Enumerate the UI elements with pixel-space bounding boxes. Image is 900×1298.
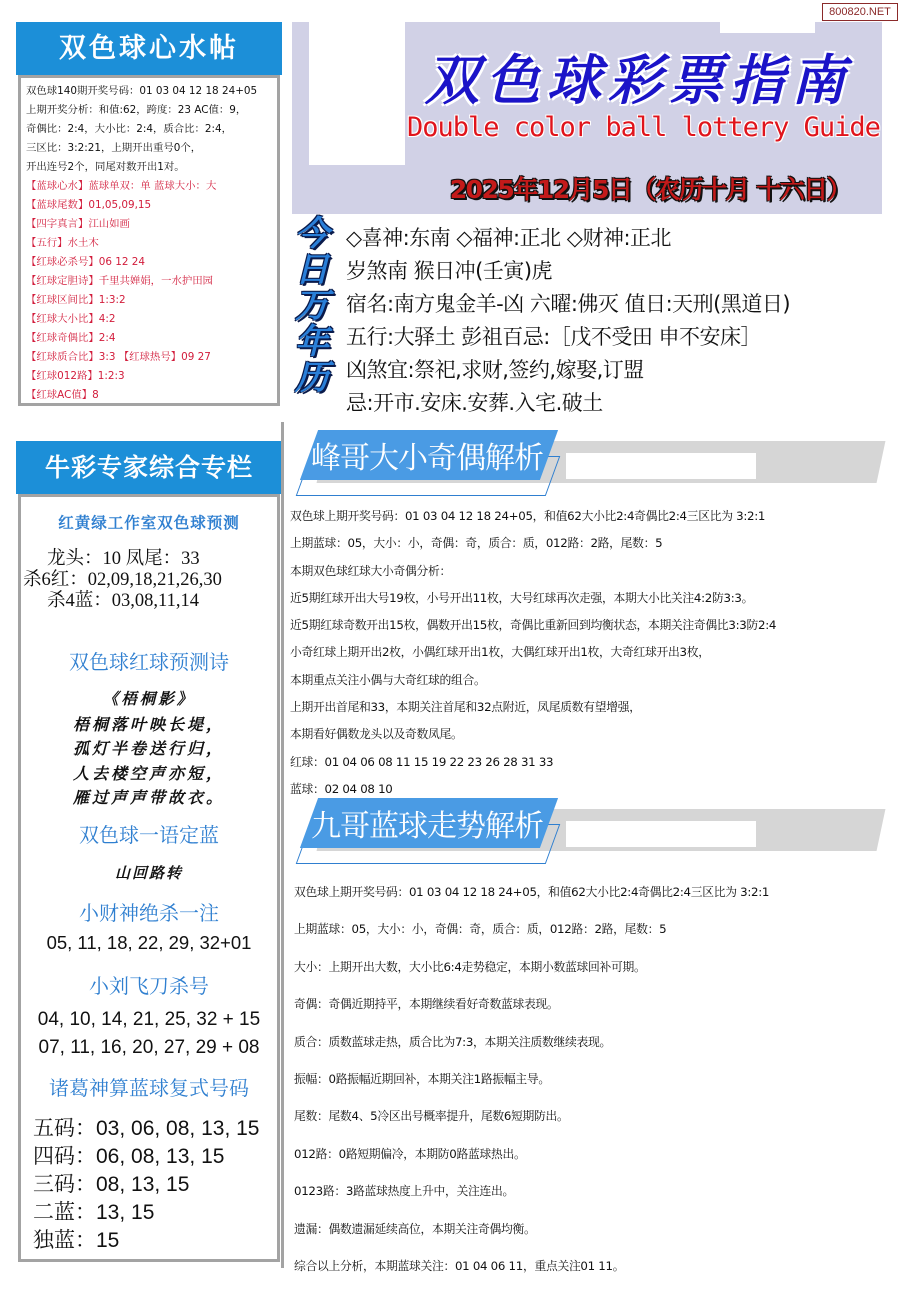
analysis-line: 遗漏：偶数遗漏延续高位，本期关注奇偶均衡。 bbox=[294, 1221, 536, 1236]
almanac-details bbox=[346, 222, 790, 420]
poem bbox=[21, 687, 277, 811]
zhuge-codes bbox=[21, 1115, 277, 1255]
poem-line: 雁过声声带故衣。 bbox=[72, 788, 225, 807]
liu-line: 04, 10, 14, 21, 25, 32 + 15 bbox=[37, 1008, 261, 1030]
analysis-line: 上期蓝球：05，大小：小，奇偶：奇，质合：质，012路：2路，尾数：5 bbox=[294, 922, 667, 937]
panel-line-highlight: 【四字真言】江山如画 bbox=[26, 218, 130, 230]
panel-line-highlight: 【红球大小比】4:2 bbox=[26, 313, 116, 325]
panel-line: 上期开奖分析：和值:62，跨度：23 AC值：9， bbox=[26, 104, 247, 116]
section-title: 峰哥大小奇偶解析 bbox=[311, 441, 543, 476]
studio-predictions bbox=[21, 549, 277, 612]
zhuge-line: 二蓝：13, 15 bbox=[33, 1200, 155, 1224]
almanac-char: 历 bbox=[295, 358, 329, 398]
panel-line-highlight: 【蓝球心水】蓝球单双：单 蓝球大小：大 bbox=[26, 180, 217, 192]
almanac-char: 年 bbox=[295, 322, 329, 362]
zhuge-line: 五码：03, 06, 08, 13, 15 bbox=[33, 1116, 260, 1140]
poem-line: 梧桐落叶映长堤， bbox=[72, 714, 225, 734]
analysis-line: 012路：0路短期偏冷，本期防0路蓝球热出。 bbox=[294, 1146, 526, 1161]
almanac-line: ◇喜神:东南 ◇福神:正北 ◇财神:正北 bbox=[346, 226, 672, 250]
panel-line: 开出连号2个，同尾对数开出1对。 bbox=[26, 161, 185, 173]
section-banner-jiuge bbox=[291, 796, 891, 866]
almanac-line: 忌:开市.安床.安葬.入宅.破土 bbox=[346, 391, 603, 415]
almanac-line: 五行:大驿土 彭祖百忌:［戊不受田 申不安床］ bbox=[346, 325, 761, 349]
poem-section-title: 双色球红球预测诗 bbox=[69, 650, 229, 674]
issue-date: 2025年12月5日（农历十月 十六日） bbox=[449, 175, 851, 204]
poem-line: 孤灯半卷送行归， bbox=[72, 739, 225, 758]
zhuge-line: 四码：06, 08, 13, 15 bbox=[33, 1144, 225, 1168]
poem-line: 人去楼空声亦短， bbox=[72, 763, 225, 783]
banner-notch bbox=[720, 22, 815, 33]
analysis-line: 本期重点关注小偶与大奇红球的组合。 bbox=[290, 672, 486, 687]
blue-one-title: 双色球一语定蓝 bbox=[79, 822, 219, 847]
analysis-line: 本期双色球红球大小奇偶分析： bbox=[290, 563, 451, 578]
liu-title: 小刘飞刀杀号 bbox=[89, 973, 209, 998]
zhuge-line: 独蓝：15 bbox=[33, 1228, 120, 1252]
panel-line: 三区比：3:2:21，上期开出重号0个， bbox=[26, 142, 202, 154]
panel-title-xinshui: 双色球心水帖 bbox=[16, 22, 282, 75]
caishen-numbers: 05, 11, 18, 22, 29, 32+01 bbox=[46, 931, 252, 953]
section-title: 九哥蓝球走势解析 bbox=[311, 809, 543, 844]
panel-line-highlight: 【蓝球尾数】01,05,09,15 bbox=[26, 199, 152, 211]
studio-title: 红黄绿工作室双色球预测 bbox=[58, 513, 240, 532]
analysis-line: 本期看好偶数龙头以及奇数凤尾。 bbox=[290, 727, 463, 742]
analysis-line: 尾数：尾数4、5冷区出号概率提升，尾数6短期防出。 bbox=[294, 1109, 569, 1124]
analysis-line: 双色球上期开奖号码：01 03 04 12 18 24+05，和值62大小比2:4奇偶比2:4三区比为 3:2:1 bbox=[290, 509, 766, 523]
panel-line-highlight: 【红球定胆诗】千里共婵娟，一水护田园 bbox=[26, 275, 214, 287]
almanac-char: 今 bbox=[295, 214, 329, 254]
red-ball-picks: 红球：01 04 06 08 11 15 19 22 23 26 28 31 33 bbox=[290, 754, 554, 769]
site-watermark: 800820.NET bbox=[822, 3, 898, 21]
analysis-summary: 综合以上分析，本期蓝球关注：01 04 06 11，重点关注01 11。 bbox=[294, 1259, 625, 1274]
panel-line-highlight: 【红球质合比】3:3 【红球热号】09 27 bbox=[26, 351, 211, 363]
analysis-line: 近5期红球奇数开出15枚，偶数开出15枚，奇偶比重新回到均衡状态，本期关注奇偶比3:3防2:4 bbox=[290, 618, 777, 633]
panel-line-highlight: 【红球必杀号】06 12 24 bbox=[26, 256, 146, 268]
analysis-line: 质合：质数蓝球走热，质合比为7:3，本期关注质数继续表现。 bbox=[294, 1034, 612, 1049]
almanac-vertical-label bbox=[287, 216, 337, 396]
banner-blank-area bbox=[309, 22, 405, 165]
zhuge-title: 诸葛神算蓝球复式号码 bbox=[49, 1075, 249, 1100]
liu-line: 07, 11, 16, 20, 27, 29 + 08 bbox=[38, 1036, 260, 1058]
blue-one-text: 山回路转 bbox=[114, 863, 183, 882]
studio-line: 杀4蓝：03,08,11,14 bbox=[47, 591, 199, 611]
analysis-line: 振幅：0路振幅近期回补，本期关注1路振幅主导。 bbox=[294, 1072, 550, 1087]
page-title: 双色球彩票指南 bbox=[425, 48, 852, 112]
almanac-line: 岁煞南 猴日冲(壬寅)虎 bbox=[346, 259, 553, 283]
analysis-line: 近5期红球开出大号19枚，小号开出11枚，大号红球再次走强，本期大小比关注4:2防3:3。 bbox=[290, 590, 754, 605]
panel-line-highlight: 【五行】水土木 bbox=[26, 237, 99, 249]
fengge-analysis bbox=[290, 503, 900, 803]
analysis-line: 双色球上期开奖号码：01 03 04 12 18 24+05，和值62大小比2:4奇偶比2:4三区比为 3:2:1 bbox=[294, 885, 770, 899]
almanac-line: 宿名:南方鬼金羊-凶 六曜:佛灭 值日:天刑(黑道日) bbox=[346, 292, 791, 316]
column-divider bbox=[281, 422, 284, 1268]
panel-line-highlight: 【红球奇偶比】2:4 bbox=[26, 332, 116, 344]
panel-line-highlight: 【红球区间比】1:3:2 bbox=[26, 294, 126, 306]
section-banner-fengge bbox=[291, 428, 891, 498]
panel-line-highlight: 【红球AC值】8 bbox=[26, 389, 99, 401]
jiuge-analysis bbox=[294, 874, 900, 1285]
analysis-line: 奇偶：奇偶近期持平，本期继续看好奇数蓝球表现。 bbox=[294, 997, 559, 1012]
zhuge-line: 三码：08, 13, 15 bbox=[33, 1172, 190, 1196]
analysis-line: 0123路：3路蓝球热度上升中，关注连出。 bbox=[294, 1184, 514, 1199]
studio-line: 杀6红：02,09,18,21,26,30 bbox=[23, 570, 222, 590]
banner-white-patch bbox=[566, 821, 756, 847]
blue-ball-picks: 蓝球：02 04 08 10 bbox=[290, 781, 393, 796]
panel-title-experts: 牛彩专家综合专栏 bbox=[16, 441, 282, 494]
poem-title: 《梧桐影》 bbox=[102, 689, 196, 708]
almanac-line: 凶煞宜:祭祀,求财,签约,嫁娶,订盟 bbox=[346, 358, 644, 382]
banner-white-patch bbox=[566, 453, 756, 479]
xinshui-panel bbox=[18, 75, 280, 406]
liu-numbers bbox=[21, 1006, 277, 1062]
panel-line: 奇偶比：2:4，大小比：2:4，质合比：2:4， bbox=[26, 123, 233, 135]
almanac-char: 万 bbox=[295, 286, 329, 326]
panel-line-highlight: 【红球012路】1:2:3 bbox=[26, 370, 125, 382]
caishen-title: 小财神绝杀一注 bbox=[79, 900, 219, 925]
analysis-line: 大小：上期开出大数，大小比6:4走势稳定，本期小数蓝球回补可期。 bbox=[294, 959, 646, 974]
analysis-line: 上期开出首尾和33，本期关注首尾和32点附近，凤尾质数有望增强， bbox=[290, 700, 641, 715]
studio-line: 龙头：10 凤尾：33 bbox=[47, 549, 200, 569]
analysis-line: 上期蓝球：05，大小：小，奇偶：奇，质合：质，012路：2路，尾数：5 bbox=[290, 536, 663, 551]
panel-line: 双色球140期开奖号码：01 03 04 12 18 24+05 bbox=[26, 85, 258, 97]
almanac-char: 日 bbox=[295, 250, 329, 290]
experts-panel bbox=[18, 494, 280, 1262]
page-subtitle: Double color ball lottery Guide bbox=[407, 112, 880, 143]
analysis-line: 小奇红球上期开出2枚，小偶红球开出1枚，大偶红球开出1枚，大奇红球开出3枚， bbox=[290, 645, 710, 660]
